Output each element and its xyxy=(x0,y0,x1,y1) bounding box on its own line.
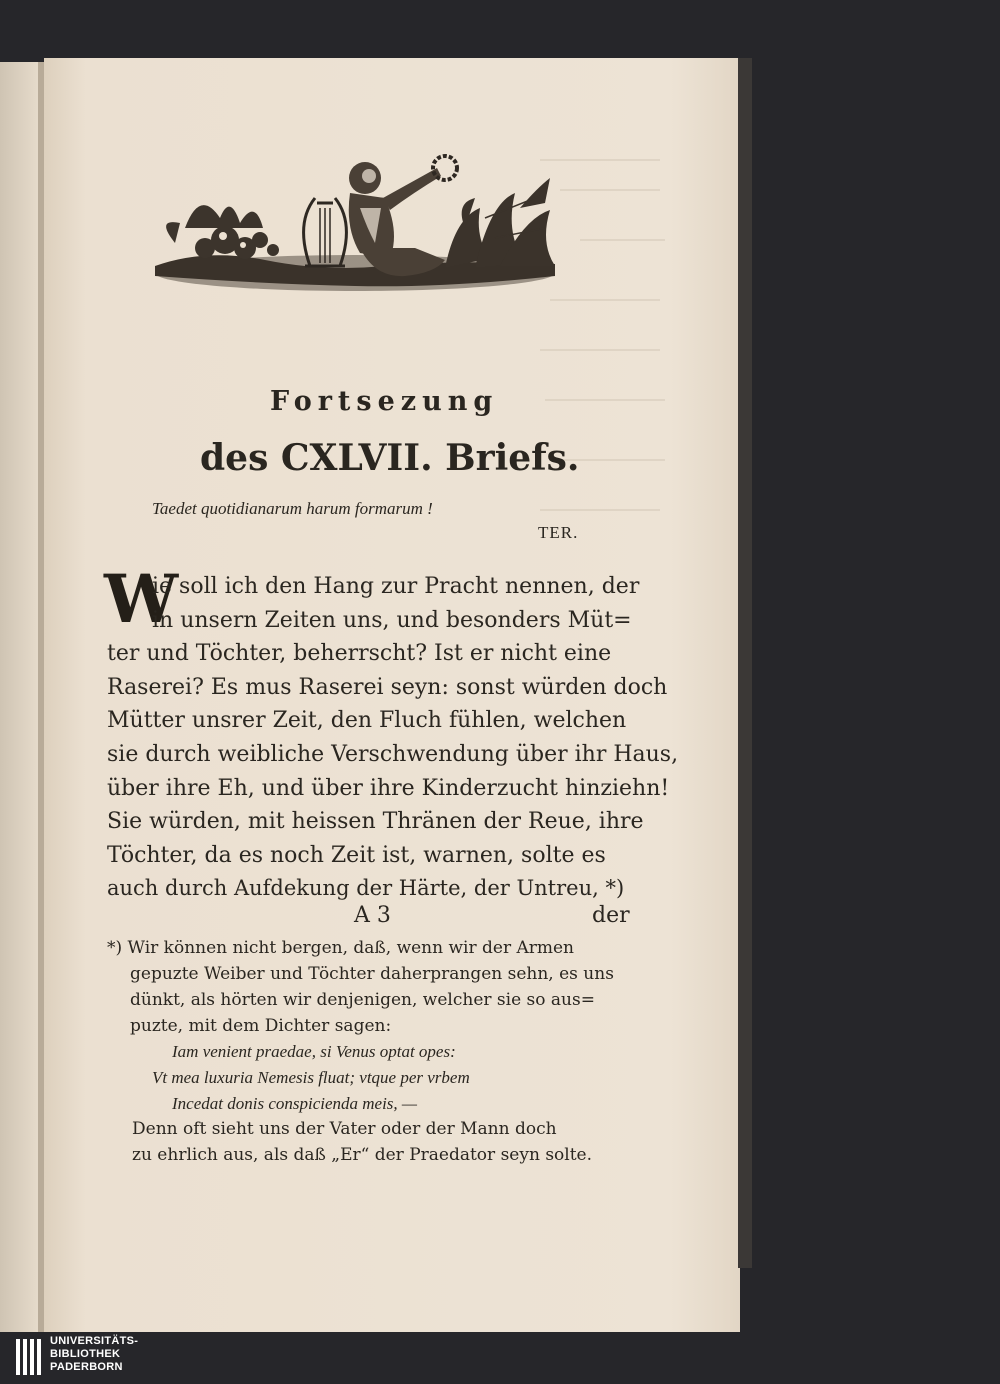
footnote-line: puzte, mit dem Dichter sagen: xyxy=(130,1016,392,1036)
library-logo xyxy=(14,1335,174,1381)
footnote-line: dünkt, als hörten wir denjenigen, welcher sie so aus= xyxy=(130,990,595,1010)
latin-verse-line: Incedat donis conspicienda meis, — xyxy=(172,1094,418,1113)
catchword: der xyxy=(592,903,630,928)
body-line: Töchter, da es noch Zeit ist, warnen, solte es xyxy=(107,843,606,868)
logo-line: UNIVERSITÄTS- xyxy=(50,1335,139,1347)
footnote-line: *) Wir können nicht bergen, daß, wenn wir der Armen xyxy=(107,938,575,958)
heading-letter-title: des CXLVII. Briefs. xyxy=(200,437,580,479)
library-logo-text xyxy=(50,1335,138,1374)
latin-verse-line: Vt mea luxuria Nemesis fluat; vtque per vrbem xyxy=(152,1068,470,1087)
heading-fortsezung: Fortsezung xyxy=(270,386,499,417)
cherub-vignette-ornament xyxy=(145,148,565,308)
closing-line: Denn oft sieht uns der Vater oder der Mann doch xyxy=(132,1119,557,1139)
logo-line: PADERBORN xyxy=(50,1361,123,1373)
logo-line: BIBLIOTHEK xyxy=(50,1348,121,1360)
body-line: über ihre Eh, und über ihre Kinderzucht hinziehn! xyxy=(107,776,670,801)
motto-source: TER. xyxy=(538,523,579,542)
library-logo-icon xyxy=(14,1337,44,1377)
body-line: auch durch Aufdekung der Härte, der Untreu, *) xyxy=(107,876,625,900)
motto-quotation: Taedet quotidianarum harum formarum ! xyxy=(152,499,433,518)
drop-cap: W xyxy=(104,560,179,638)
body-line: in unsern Zeiten uns, und besonders Müt= xyxy=(152,608,632,633)
signature-mark: A 3 xyxy=(354,903,391,928)
latin-verse-line: Iam venient praedae, si Venus optat opes: xyxy=(172,1042,456,1061)
footnote-line: gepuzte Weiber und Töchter daherprangen sehn, es uns xyxy=(130,964,614,984)
body-line: ie soll ich den Hang zur Pracht nennen, der xyxy=(152,574,640,599)
body-line: Mütter unsrer Zeit, den Fluch fühlen, welchen xyxy=(107,708,627,733)
body-line: ter und Töchter, beherrscht? Ist er nicht eine xyxy=(107,641,612,666)
body-line: sie durch weibliche Verschwendung über ihr Haus, xyxy=(107,742,679,767)
body-line: Raserei? Es mus Raserei seyn: sonst würden doch xyxy=(107,675,668,700)
body-line: Sie würden, mit heissen Thränen der Reue, ihre xyxy=(107,809,644,834)
closing-line: zu ehrlich aus, als daß „Er“ der Praedator seyn solte. xyxy=(132,1145,593,1165)
